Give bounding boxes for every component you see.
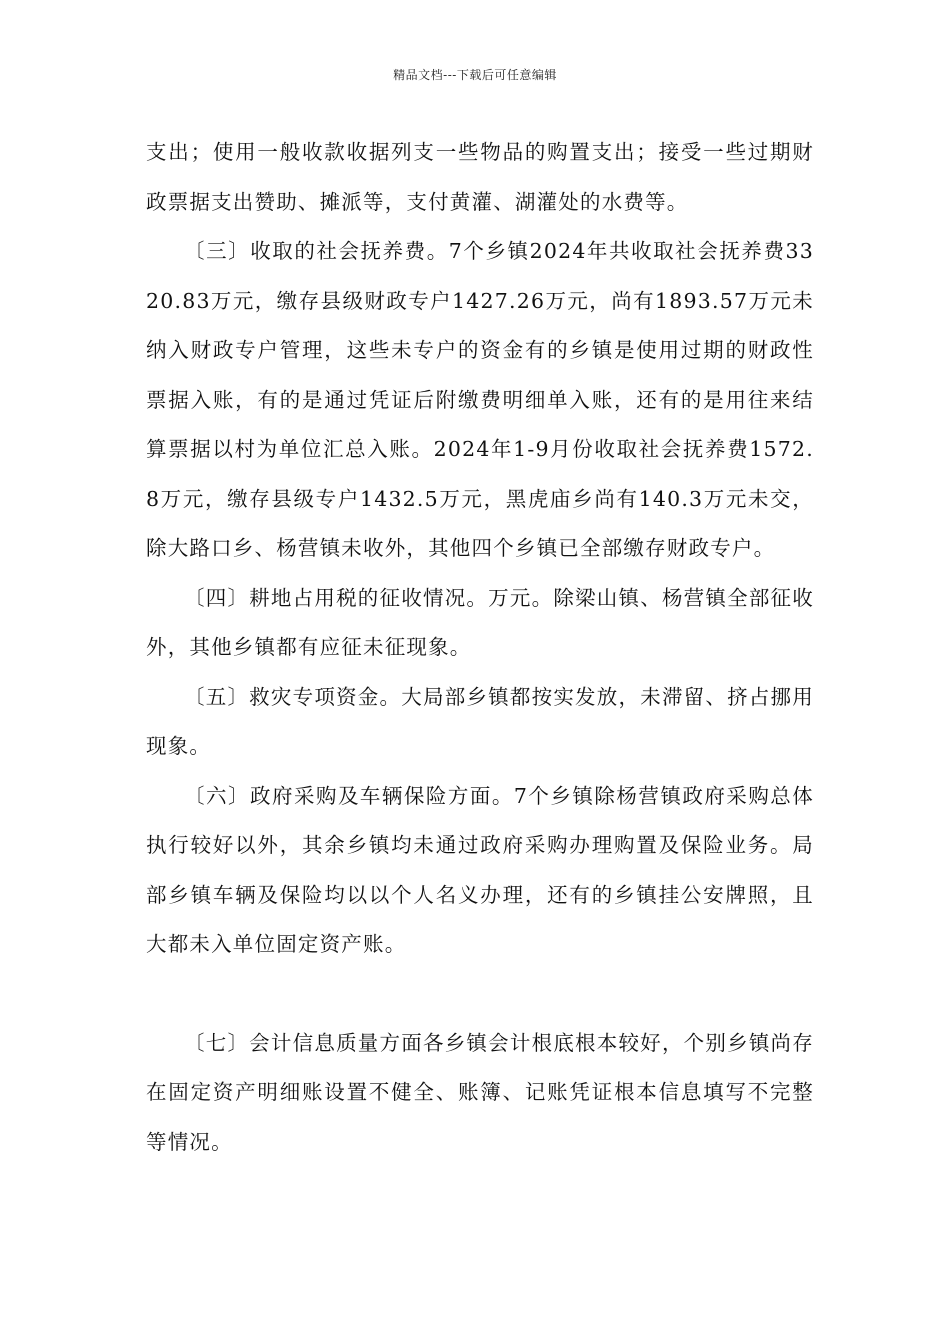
paragraph-government-procurement: 〔六〕政府采购及车辆保险方面。7个乡镇除杨营镇政府采购总体执行较好以外，其余乡镇均未通过政府采购办理购置及保险业务。局部乡镇车辆及保险均以以个人名义办理，还有的乡镇挂公安牌照，且大都未入单位固定资产账。 [146,783,814,956]
page-header: 精品文档---下载后可任意编辑 [393,68,557,82]
paragraph-social-support-fee: 〔三〕收取的社会抚养费。7个乡镇2024年共收取社会抚养费3320.83万元，缴存县级财政专户1427.26万元，尚有1893.57万元未纳入财政专户管理，这些未专户的资金有的乡镇是使用过期的财政性票据入账，有的是通过凭证后附缴费明细单入账，还有的是用往来结算票据以村为单位汇总入账。2024年1-9月份收取社会抚养费1572.8万元，缴存县级专户1432.5万元，黑虎庙乡尚有140.3万元未交，除大路口乡、杨营镇未收外，其他四个乡镇已全部缴存财政专户。 [146,239,814,560]
document-body [146,128,814,1167]
paragraph-farmland-tax: 〔四〕耕地占用税的征收情况。万元。除梁山镇、杨营镇全部征收外，其他乡镇都有应征未征现象。 [146,585,814,659]
paragraph-disaster-relief: 〔五〕救灾专项资金。大局部乡镇都按实发放，未滞留、挤占挪用现象。 [146,684,814,758]
paragraph-continued-expenditure: 支出；使用一般收款收据列支一些物品的购置支出；接受一些过期财政票据支出赞助、摊派等，支付黄灌、湖灌处的水费等。 [146,140,814,214]
paragraph-accounting-quality: 〔七〕会计信息质量方面各乡镇会计根底根本较好，个别乡镇尚存在固定资产明细账设置不健全、账簿、记账凭证根本信息填写不完整等情况。 [146,1030,814,1154]
